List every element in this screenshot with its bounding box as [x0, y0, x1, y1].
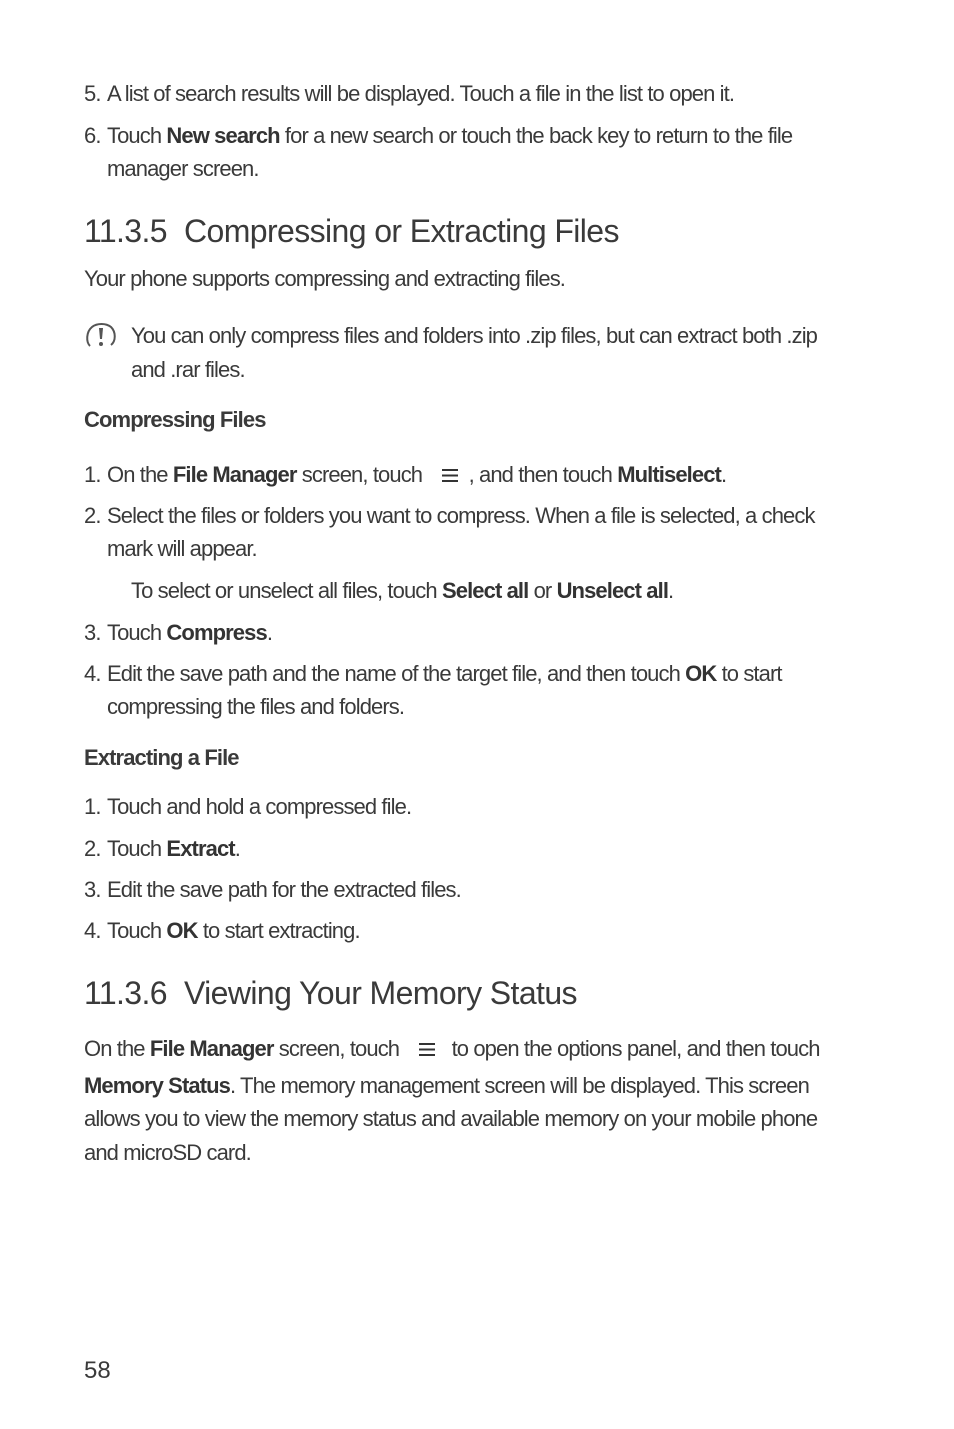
- list-number: 5.: [84, 81, 101, 106]
- tip-text: To select or unselect all files, touch Select all or Unselect all.: [131, 578, 674, 603]
- note-text: and .rar files.: [131, 357, 245, 382]
- list-item-text: On the File Manager screen, touch , and then touch Multiselect.: [107, 462, 727, 487]
- menu-icon: [418, 1042, 436, 1057]
- list-item-text: Touch Extract.: [107, 836, 240, 861]
- list-number: 4.: [84, 661, 101, 686]
- list-item-text: compressing the files and folders.: [107, 694, 405, 719]
- list-number: 1.: [84, 794, 101, 819]
- note-text: You can only compress files and folders into .zip files, but can extract both .zip: [131, 323, 818, 348]
- menu-icon: [441, 468, 459, 483]
- list-item-text: mark will appear.: [107, 536, 257, 561]
- paragraph-line: and microSD card.: [84, 1140, 251, 1165]
- list-item-text: Touch OK to start extracting.: [107, 918, 360, 943]
- list-number: 1.: [84, 462, 101, 487]
- paragraph-line: allows you to view the memory status and available memory on your mobile phone: [84, 1106, 818, 1131]
- new-search-label: New search: [166, 123, 280, 148]
- list-item-text: Edit the save path and the name of the target file, and then touch OK to start: [107, 661, 782, 686]
- list-number: 3.: [84, 620, 101, 645]
- section-heading: 11.3.5 Compressing or Extracting Files: [84, 213, 619, 249]
- page-number: 58: [84, 1357, 111, 1384]
- list-item-text: Edit the save path for the extracted files.: [107, 877, 461, 902]
- paragraph-line: Memory Status. The memory management screen will be displayed. This screen: [84, 1073, 809, 1098]
- subheading-extracting: Extracting a File: [84, 745, 239, 770]
- list-item-text: Touch and hold a compressed file.: [107, 794, 412, 819]
- paragraph-line: On the File Manager screen, touch to open the options panel, and then touch: [84, 1036, 820, 1061]
- list-item-text: A list of search results will be displayed. Touch a file in the list to open it.: [107, 81, 735, 106]
- list-item-text: manager screen.: [107, 156, 259, 181]
- list-number: 3.: [84, 877, 101, 902]
- list-item-text: Touch Compress.: [107, 620, 273, 645]
- exclamation-note-icon: [84, 320, 118, 352]
- list-number: 2.: [84, 836, 101, 861]
- section-heading: 11.3.6 Viewing Your Memory Status: [84, 975, 577, 1011]
- section-intro: Your phone supports compressing and extracting files.: [84, 266, 566, 291]
- list-number: 2.: [84, 503, 101, 528]
- list-item-text: Touch New search for a new search or touch the back key to return to the file: [107, 123, 793, 148]
- list-item-text: Select the files or folders you want to compress. When a file is selected, a check: [107, 503, 815, 528]
- list-number: 4.: [84, 918, 101, 943]
- list-number: 6.: [84, 123, 101, 148]
- subheading-compressing: Compressing Files: [84, 407, 266, 432]
